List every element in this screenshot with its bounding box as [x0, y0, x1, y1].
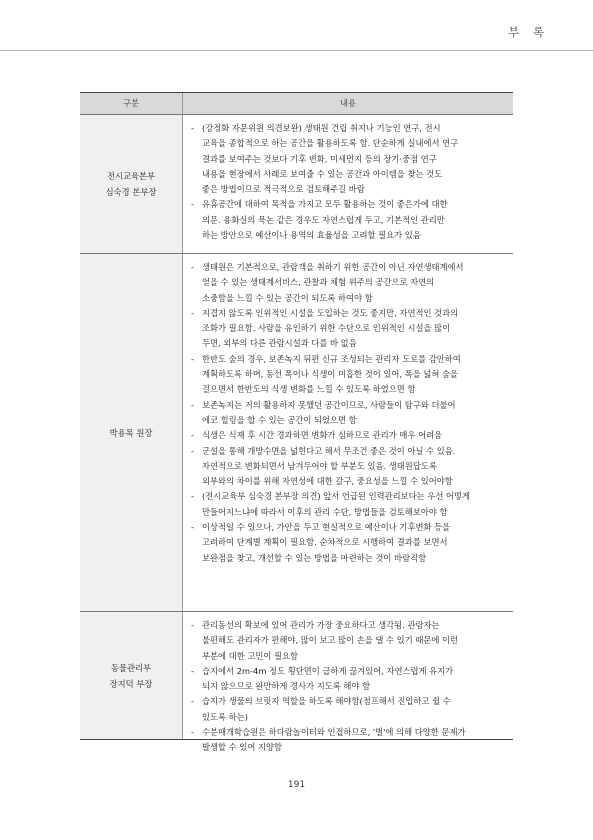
dash-bullet-icon: -	[191, 522, 194, 533]
bullet-item	[191, 260, 499, 306]
bullet-line: 보존녹지는 거의 활용하지 못했던 공간이므로, 사람들이 탐구와 더불어	[202, 399, 456, 410]
table-row	[80, 611, 513, 753]
row-category-cell	[80, 254, 183, 611]
bullet-line: 지겹지 않도록 인위적인 시설을 도입하는 것도 좋지만, 자연적인 것과의	[202, 307, 459, 318]
bullet-line: 교육을 종합적으로 하는 공간을 활용하도록 함. 단순하게 실내에서 연구	[202, 138, 459, 149]
bullet-line: 되지 않으므로 완만하게 경사가 지도록 해야 함	[202, 681, 371, 692]
bullet-line: 유휴공간에 대하여 목적을 가지고 모두 활용하는 것이 좋은가에 대한	[202, 199, 448, 210]
dash-bullet-icon: -	[191, 199, 194, 210]
bullet-line: 습지에서 2m-4m 정도 횡단면이 급하게 끊겨있어, 자연스럽게 유지가	[202, 665, 454, 676]
table-row	[80, 114, 513, 253]
category-text: 동물관리부	[110, 662, 152, 673]
bullet-line: 수분매개학습원은 하다람놀이터와 인접하므로, '벌'에 의해 다양한 문제가	[202, 727, 466, 738]
dash-bullet-icon: -	[191, 262, 194, 272]
bullet-line: 자연적으로 변화되면서 남겨두어야 할 부분도 있음. 생태원답도록	[202, 460, 437, 471]
bullet-item	[191, 352, 499, 398]
bullet-line: 이상적일 수 있으나, 가안을 두고 현실적으로 예산이나 기후변화 등을	[202, 522, 451, 533]
bullet-line: 보완점을 찾고, 개선할 수 있는 방법을 마련하는 것이 바람직함	[202, 552, 427, 563]
bullet-line: 외부와의 차이를 위해 자연성에 대한 갈구, 중요성을 느낄 수 있어야함	[202, 476, 453, 487]
category-text: 심숙경 본부장	[105, 187, 157, 197]
row-category-cell	[80, 115, 183, 253]
dash-bullet-icon: -	[191, 445, 194, 456]
bullet-item	[191, 197, 499, 243]
bullet-line: 만들어지느냐에 따라서 이후의 관리 수단, 방법들을 검토해보아야 함	[202, 506, 448, 517]
row-content-cell	[183, 254, 513, 611]
bullet-line: 계획하도록 하며, 동선 폭이나 식생이 미흡한 것이 있어, 폭을 넓혀 숲을	[202, 369, 459, 380]
bullet-line: 소중함을 느낄 수 있는 공간이 되도록 하여야 함	[202, 292, 373, 303]
bullet-item	[191, 520, 499, 566]
bullet-line: 좋은 방법이므로 적극적으로 검토해주길 바람	[202, 184, 365, 195]
table-row	[80, 253, 513, 611]
bullet-item	[191, 694, 499, 725]
bullet-line: 고려하여 단계별 계획이 필요함. 순차적으로 시행하여 결과를 보면서	[202, 537, 448, 548]
bullet-line: 발생할 수 있어 지양함	[202, 742, 283, 753]
bullet-line: 습지가 생물의 브릿지 역할을 하도록 해야함(점프해서 진입하고 쉴 수	[202, 696, 451, 707]
dash-bullet-icon: -	[191, 620, 194, 630]
bullet-line: 군설을 통해 개방수면을 넓힌다고 해서 무조건 좋은 것이 아닐 수 있음.	[202, 445, 456, 456]
bullet-line: 관리동선의 확보에 있어 관리가 가장 중요하다고 생각됨. 관람자는	[202, 620, 440, 630]
bullet-line: 조화가 필요함. 사람을 유인하기 위한 수단으로 인위적인 시설을 많이	[202, 323, 451, 334]
bullet-line: 식생은 식재 후 시간 경과하면 변화가 심하므로 관리가 매우 어려움	[202, 430, 443, 441]
bullet-line: 얻을 수 있는 생태계서비스, 관찰과 체험 위주의 공간으로 자연의	[202, 277, 435, 288]
bullet-line: 걸으면서 한반도의 식생 변화를 느낄 수 있도록 하였으면 함	[202, 384, 416, 395]
bullet-line: 의문. 용화실의 묵논 같은 경우도 자연스럽게 두고, 기본적인 관리만	[202, 214, 445, 225]
bullet-item	[191, 664, 499, 695]
bullet-item	[191, 306, 499, 352]
dash-bullet-icon: -	[191, 430, 194, 441]
bullet-line: (전시교육부 심숙경 본부장 의견) 앞서 언급된 인력관리보다는 우선 어떻게	[202, 491, 471, 502]
bullet-line: (강정화 자문위원 의견보완) 생태원 건립 취지나 기능인 연구, 전시	[202, 123, 441, 133]
dash-bullet-icon: -	[191, 123, 194, 133]
row-category-cell	[80, 612, 183, 739]
dash-bullet-icon: -	[191, 399, 194, 410]
column-header-content: 내용	[339, 98, 357, 108]
opinion-table	[80, 92, 513, 753]
category-text: 장지덕 부장	[109, 678, 153, 689]
bullet-item	[191, 121, 499, 197]
bullet-item	[191, 428, 499, 443]
bullet-line: 에코 힐링을 할 수 있는 공간이 되었으면 함	[202, 414, 357, 425]
row-content-cell	[183, 115, 513, 253]
bullet-line: 생태원은 기본적으로, 관람객을 취하기 위한 공간이 아닌 자연생태계에서	[202, 262, 464, 272]
category-text: 전시교육본부	[106, 171, 156, 181]
dash-bullet-icon: -	[191, 665, 194, 676]
dash-bullet-icon: -	[191, 307, 194, 318]
bullet-item	[191, 489, 499, 520]
bullet-item	[191, 618, 499, 664]
bullet-item	[191, 444, 499, 490]
dash-bullet-icon: -	[191, 727, 194, 738]
bullet-line: 내용을 현장에서 사례로 보여줄 수 있는 공간과 아이템을 찾는 것도	[202, 168, 443, 179]
bullet-line: 부분에 대한 고민이 필요함	[202, 650, 299, 661]
bullet-line: 하는 방안으로 예산이나 용역의 효율성을 고려할 필요가 있음	[202, 230, 421, 241]
bullet-item	[191, 398, 499, 429]
appendix-label: 부 록	[508, 25, 549, 39]
bullet-line: 결과를 보여주는 것보다 기후 변화, 미세먼지 등의 장기·중점 연구	[202, 153, 437, 164]
dash-bullet-icon: -	[191, 353, 194, 364]
category-text: 박용목 원장	[109, 427, 153, 438]
page-number: 191	[287, 780, 306, 790]
bullet-line: 두면, 외부의 다른 관람시설과 다를 바 없음	[202, 338, 357, 349]
header-divider	[0, 50, 593, 51]
dash-bullet-icon: -	[191, 696, 194, 707]
row-content-cell	[183, 612, 513, 753]
table-header-row	[80, 93, 513, 114]
dash-bullet-icon: -	[191, 491, 194, 502]
bullet-item	[191, 725, 499, 756]
bullet-line: 불편해도 관리자가 편해야, 많이 보고 많이 손을 댈 수 있기 때문에 이런	[202, 635, 459, 646]
bullet-line: 한반도 숲의 경우, 보존녹지 뒤편 신규 조성되는 관리자 도로를 감안하여	[202, 353, 461, 364]
column-header-category: 구분	[80, 93, 183, 114]
bullet-line: 있도록 하는)	[202, 711, 248, 722]
